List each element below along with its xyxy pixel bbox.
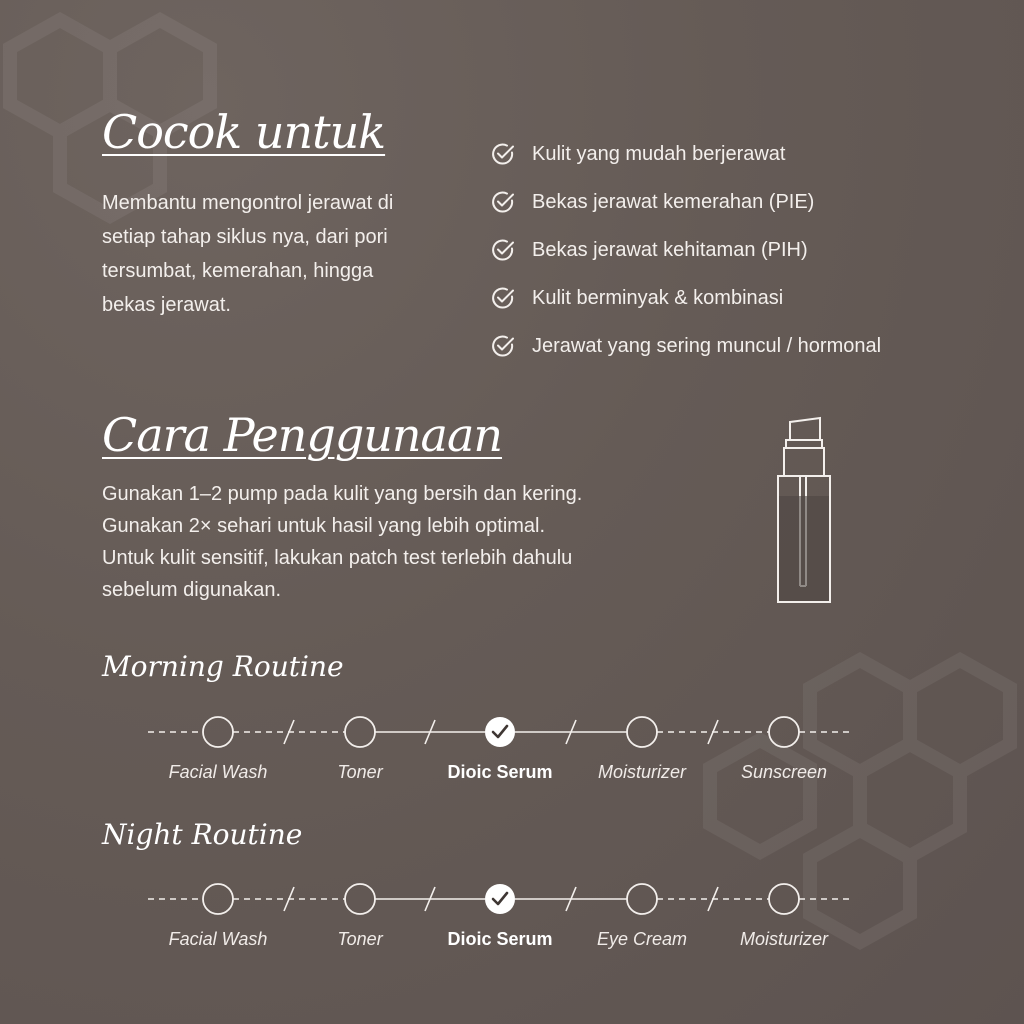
step-label: Facial Wash <box>168 929 268 949</box>
cocok-untuk-description: Membantu mengontrol jerawat di setiap tahap siklus nya, dari pori tersumbat, kemerahan, hingga bekas jerawat. <box>102 192 394 316</box>
check-circle-icon <box>490 285 516 311</box>
check-circle-icon <box>490 237 516 263</box>
night-routine-labels <box>140 929 860 953</box>
step-marker <box>627 717 657 747</box>
checklist-item-label: Jerawat yang sering muncul / hormonal <box>532 334 882 357</box>
cara-penggunaan-title: Cara Penggunaan <box>102 408 503 462</box>
step-marker <box>769 717 799 747</box>
checklist-item <box>490 226 881 274</box>
instruction-line: Gunakan 2× sehari untuk hasil yang lebih optimal. <box>102 515 546 537</box>
checklist-item-label: Kulit berminyak & kombinasi <box>532 286 784 309</box>
cocok-untuk-title: Cocok untuk <box>102 105 386 159</box>
step-label: Moisturizer <box>739 929 828 949</box>
step-label: Sunscreen <box>740 762 828 782</box>
step-marker <box>203 717 233 747</box>
check-circle-icon <box>490 189 516 215</box>
suitability-checklist <box>490 130 881 370</box>
checklist-item <box>490 322 881 370</box>
night-routine-track <box>140 879 860 919</box>
step-label: Toner <box>337 762 383 782</box>
morning-routine-labels <box>140 762 860 786</box>
instruction-line: Gunakan 1–2 pump pada kulit yang bersih dan kering. <box>102 483 583 505</box>
checklist-item <box>490 178 881 226</box>
step-marker <box>345 717 375 747</box>
checklist-item-label: Bekas jerawat kehitaman (PIH) <box>532 238 808 261</box>
active-step-marker <box>485 717 515 747</box>
step-label: Dioic Serum <box>447 929 553 949</box>
checklist-item <box>490 274 881 322</box>
step-label: Toner <box>337 929 383 949</box>
step-marker <box>203 884 233 914</box>
check-circle-icon <box>490 141 516 167</box>
step-label: Facial Wash <box>168 762 268 782</box>
morning-routine-title: Morning Routine <box>102 650 344 683</box>
instruction-line: sebelum digunakan. <box>102 579 282 601</box>
step-label: Dioic Serum <box>447 762 553 782</box>
checklist-item-label: Kulit yang mudah berjerawat <box>532 142 786 165</box>
night-routine-title: Night Routine <box>102 818 303 851</box>
checklist-item-label: Bekas jerawat kemerahan (PIE) <box>532 190 815 213</box>
active-step-marker <box>485 884 515 914</box>
step-marker <box>627 884 657 914</box>
cara-penggunaan-instructions <box>102 478 702 606</box>
morning-routine-track <box>140 712 860 752</box>
instruction-line: Untuk kulit sensitif, lakukan patch test terlebih dahulu <box>102 547 573 569</box>
step-marker <box>769 884 799 914</box>
step-label: Eye Cream <box>596 929 688 949</box>
pump-bottle-icon <box>770 412 840 606</box>
step-label: Moisturizer <box>597 762 686 782</box>
step-marker <box>345 884 375 914</box>
checklist-item <box>490 130 881 178</box>
check-circle-icon <box>490 333 516 359</box>
